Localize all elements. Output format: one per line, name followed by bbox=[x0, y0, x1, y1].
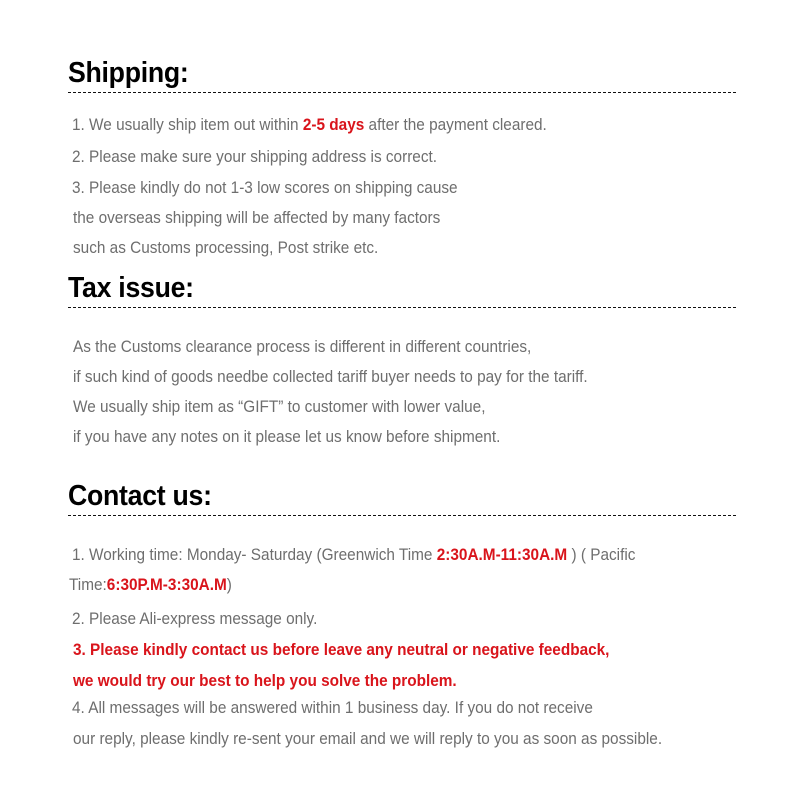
tax-section bbox=[68, 271, 736, 451]
shipping-line-1-text: 1. We usually ship item out within bbox=[72, 116, 303, 134]
shipping-section bbox=[68, 56, 736, 266]
contact-divider bbox=[68, 515, 736, 516]
tax-heading: Tax issue: bbox=[68, 272, 194, 304]
contact-line-7: our reply, please kindly re-sent your email and we will reply to you as soon as possible. bbox=[73, 730, 663, 748]
shipping-line-1 bbox=[72, 116, 547, 135]
contact-line-2 bbox=[69, 576, 232, 595]
contact-line-1-tail: ) ( Pacific bbox=[567, 546, 636, 564]
shipping-line-5: such as Customs processing, Post strike etc. bbox=[73, 239, 379, 257]
pacific-time-highlight: 6:30P.M-3:30A.M bbox=[106, 576, 227, 594]
contact-line-4: 3. Please kindly contact us before leave any neutral or negative feedback, bbox=[73, 641, 610, 659]
tax-line-3: We usually ship item as “GIFT” to customer with lower value, bbox=[73, 398, 486, 416]
contact-line-2-text: Time: bbox=[69, 576, 107, 594]
shipping-line-2: 2. Please make sure your shipping address is correct. bbox=[72, 148, 438, 166]
contact-section bbox=[68, 479, 736, 759]
shipping-line-3: 3. Please kindly do not 1-3 low scores on shipping cause bbox=[72, 179, 458, 197]
tax-line-2: if such kind of goods needbe collected tariff buyer needs to pay for the tariff. bbox=[73, 368, 588, 386]
contact-heading: Contact us: bbox=[68, 480, 212, 512]
shipping-heading: Shipping: bbox=[68, 57, 189, 89]
greenwich-time-highlight: 2:30A.M-11:30A.M bbox=[436, 546, 568, 564]
contact-line-1 bbox=[72, 546, 635, 565]
shipping-days-highlight: 2-5 days bbox=[302, 116, 365, 134]
tax-line-4: if you have any notes on it please let us know before shipment. bbox=[73, 428, 501, 446]
contact-line-2-tail: ) bbox=[226, 576, 232, 594]
tax-divider bbox=[68, 307, 736, 308]
contact-line-6: 4. All messages will be answered within 1 business day. If you do not receive bbox=[72, 699, 593, 717]
shipping-line-4: the overseas shipping will be affected by many factors bbox=[73, 209, 441, 227]
tax-line-1: As the Customs clearance process is different in different countries, bbox=[73, 338, 532, 356]
shipping-divider bbox=[68, 92, 736, 93]
contact-line-5: we would try our best to help you solve the problem. bbox=[73, 672, 457, 690]
contact-line-3: 2. Please Ali-express message only. bbox=[72, 610, 318, 628]
shipping-line-1-tail: after the payment cleared. bbox=[364, 116, 547, 134]
contact-line-1-text: 1. Working time: Monday- Saturday (Greenwich Time bbox=[72, 546, 437, 564]
